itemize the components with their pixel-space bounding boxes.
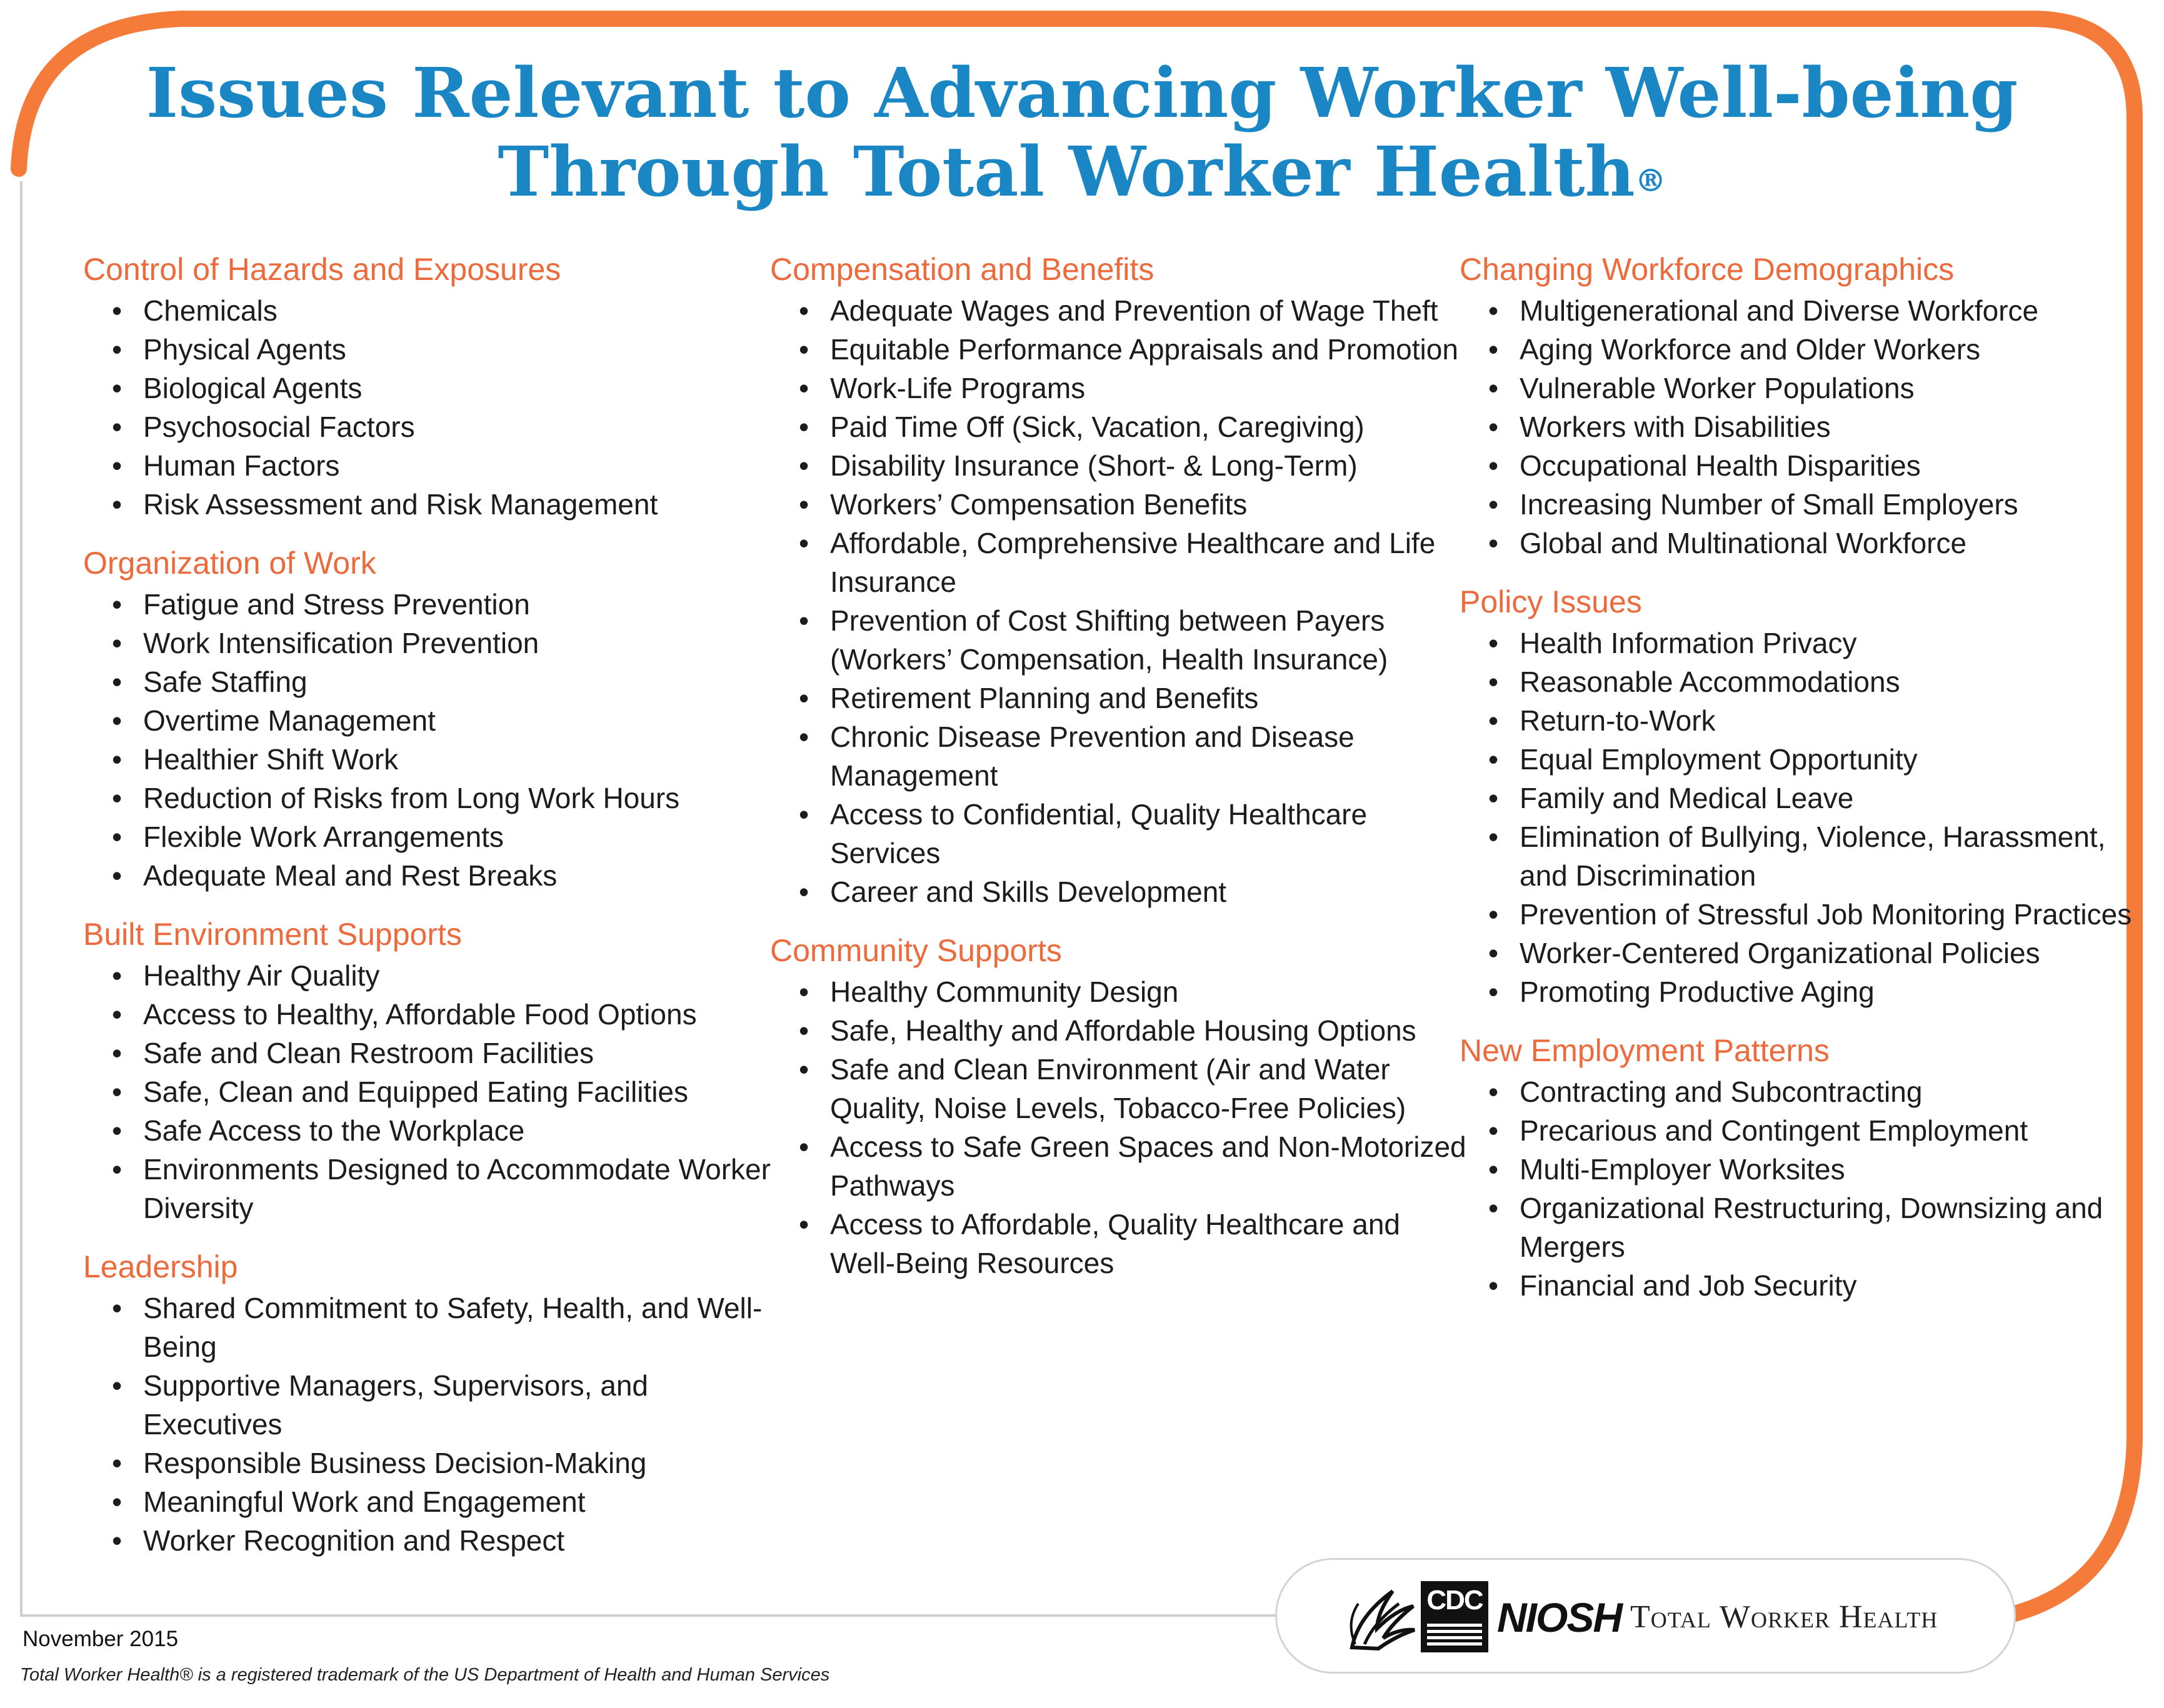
list-item: • Adequate Wages and Prevention of Wage Theft xyxy=(770,291,1470,330)
hhs-eagle-icon xyxy=(1340,1579,1421,1657)
list-item: • Access to Affordable, Quality Healthcare and Well-Being Resources xyxy=(770,1205,1470,1282)
title-line-2-text: Through Total Worker Health xyxy=(498,131,1635,212)
bullet-list xyxy=(1460,291,2135,562)
section-heading: Changing Workforce Demographics xyxy=(1460,252,1955,287)
list-item: • Shared Commitment to Safety, Health, and Well-Being xyxy=(83,1289,771,1366)
list-item: • Access to Healthy, Affordable Food Options xyxy=(83,995,771,1034)
list-item: • Meaningful Work and Engagement xyxy=(83,1482,771,1521)
list-item: • Work-Life Programs xyxy=(770,369,1470,407)
list-item: • Access to Safe Green Spaces and Non-Motorized Pathways xyxy=(770,1127,1470,1205)
list-item: • Psychosocial Factors xyxy=(83,407,771,446)
list-item: • Contracting and Subcontracting xyxy=(1460,1072,2135,1111)
footer-trademark: Total Worker Health® is a registered trademark of the US Department of Health and Human Services xyxy=(20,1665,830,1685)
niosh-logo: NIOSH xyxy=(1497,1594,1622,1641)
list-item: • Safe and Clean Environment (Air and Water Quality, Noise Levels, Tobacco-Free Policies) xyxy=(770,1050,1470,1127)
section xyxy=(1460,581,2135,1011)
list-item: • Human Factors xyxy=(83,446,771,485)
list-item: • Organizational Restructuring, Downsizing and Mergers xyxy=(1460,1189,2135,1266)
section-heading: Community Supports xyxy=(770,933,1062,968)
section xyxy=(1460,1030,2135,1305)
list-item: • Safe Access to the Workplace xyxy=(83,1111,771,1150)
section-heading: Organization of Work xyxy=(83,546,376,581)
list-item: • Environments Designed to Accommodate Worker Diversity xyxy=(83,1150,771,1227)
list-item: • Equal Employment Opportunity xyxy=(1460,740,2135,779)
list-item: • Paid Time Off (Sick, Vacation, Caregiving) xyxy=(770,407,1470,446)
list-item: • Overtime Management xyxy=(83,701,771,740)
section xyxy=(83,249,771,524)
bullet-list xyxy=(1460,1072,2135,1305)
list-item: • Vulnerable Worker Populations xyxy=(1460,369,2135,407)
bullet-list xyxy=(83,1289,771,1560)
list-item: • Occupational Health Disparities xyxy=(1460,446,2135,485)
section xyxy=(83,914,771,1227)
list-item: • Precarious and Contingent Employment xyxy=(1460,1111,2135,1150)
bullet-list xyxy=(83,291,771,524)
column-left xyxy=(83,249,771,1579)
list-item: • Risk Assessment and Risk Management xyxy=(83,485,771,524)
section-heading: Built Environment Supports xyxy=(83,917,462,952)
list-item: • Multigenerational and Diverse Workforce xyxy=(1460,291,2135,330)
bullet-list xyxy=(1460,624,2135,1011)
section xyxy=(1460,249,2135,562)
title-line-1: Issues Relevant to Advancing Worker Well-being xyxy=(146,52,2018,133)
list-item: • Global and Multinational Workforce xyxy=(1460,524,2135,562)
section xyxy=(770,249,1470,911)
list-item: • Return-to-Work xyxy=(1460,701,2135,740)
list-item: • Workers with Disabilities xyxy=(1460,407,2135,446)
list-item: • Affordable, Comprehensive Healthcare and Life Insurance xyxy=(770,524,1470,601)
section xyxy=(83,542,771,895)
registered-mark: ® xyxy=(1635,162,1666,199)
logo-banner xyxy=(1275,1558,2016,1674)
section-heading: Leadership xyxy=(83,1249,238,1284)
list-item: • Reduction of Risks from Long Work Hours xyxy=(83,779,771,817)
list-item: • Worker-Centered Organizational Policies xyxy=(1460,934,2135,972)
list-item: • Healthy Air Quality xyxy=(83,956,771,995)
section-heading: New Employment Patterns xyxy=(1460,1033,1830,1068)
list-item: • Multi-Employer Worksites xyxy=(1460,1150,2135,1189)
title-line-2 xyxy=(0,132,2164,211)
list-item: • Retirement Planning and Benefits xyxy=(770,679,1470,717)
list-item: • Chemicals xyxy=(83,291,771,330)
list-item: • Elimination of Bullying, Violence, Harassment, and Discrimination xyxy=(1460,817,2135,895)
bullet-list xyxy=(83,585,771,895)
list-item: • Family and Medical Leave xyxy=(1460,779,2135,817)
list-item: • Supportive Managers, Supervisors, and Executives xyxy=(83,1366,771,1444)
list-item: • Career and Skills Development xyxy=(770,872,1470,911)
footer-date: November 2015 xyxy=(23,1627,179,1651)
bullet-list xyxy=(83,956,771,1227)
list-item: • Healthier Shift Work xyxy=(83,740,771,779)
list-item: • Aging Workforce and Older Workers xyxy=(1460,330,2135,369)
list-item: • Work Intensification Prevention xyxy=(83,624,771,662)
list-item: • Safe, Clean and Equipped Eating Facilities xyxy=(83,1072,771,1111)
cdc-logo-text: CDC xyxy=(1426,1585,1483,1616)
page-title xyxy=(0,54,2164,211)
list-item: • Safe, Healthy and Affordable Housing Options xyxy=(770,1011,1470,1050)
list-item: • Prevention of Cost Shifting between Payers (Workers’ Compensation, Health Insurance) xyxy=(770,601,1470,679)
list-item: • Responsible Business Decision-Making xyxy=(83,1444,771,1482)
list-item: • Chronic Disease Prevention and Disease Management xyxy=(770,717,1470,795)
list-item: • Flexible Work Arrangements xyxy=(83,817,771,856)
list-item: • Biological Agents xyxy=(83,369,771,407)
list-item: • Safe Staffing xyxy=(83,662,771,701)
list-item: • Increasing Number of Small Employers xyxy=(1460,485,2135,524)
list-item: • Worker Recognition and Respect xyxy=(83,1521,771,1560)
list-item: • Health Information Privacy xyxy=(1460,624,2135,662)
section xyxy=(770,930,1470,1282)
list-item: • Safe and Clean Restroom Facilities xyxy=(83,1034,771,1072)
list-item: • Adequate Meal and Rest Breaks xyxy=(83,856,771,895)
bullet-list xyxy=(770,291,1470,911)
section-heading: Compensation and Benefits xyxy=(770,252,1155,287)
list-item: • Workers’ Compensation Benefits xyxy=(770,485,1470,524)
list-item: • Equitable Performance Appraisals and Promotion xyxy=(770,330,1470,369)
column-right xyxy=(1460,249,2135,1324)
total-worker-health-logo: Total Worker Health xyxy=(1630,1599,1938,1635)
bullet-list xyxy=(770,972,1470,1282)
cdc-logo-bars xyxy=(1427,1624,1482,1646)
list-item: • Healthy Community Design xyxy=(770,972,1470,1011)
cdc-logo xyxy=(1421,1581,1488,1652)
section-heading: Control of Hazards and Exposures xyxy=(83,252,561,287)
list-item: • Reasonable Accommodations xyxy=(1460,662,2135,701)
list-item: • Promoting Productive Aging xyxy=(1460,972,2135,1011)
list-item: • Financial and Job Security xyxy=(1460,1266,2135,1305)
column-middle xyxy=(770,249,1470,1301)
section-heading: Policy Issues xyxy=(1460,584,1642,619)
list-item: • Physical Agents xyxy=(83,330,771,369)
list-item: • Disability Insurance (Short- & Long-Term) xyxy=(770,446,1470,485)
list-item: • Prevention of Stressful Job Monitoring Practices xyxy=(1460,895,2135,934)
section xyxy=(83,1246,771,1560)
list-item: • Fatigue and Stress Prevention xyxy=(83,585,771,624)
list-item: • Access to Confidential, Quality Healthcare Services xyxy=(770,795,1470,872)
